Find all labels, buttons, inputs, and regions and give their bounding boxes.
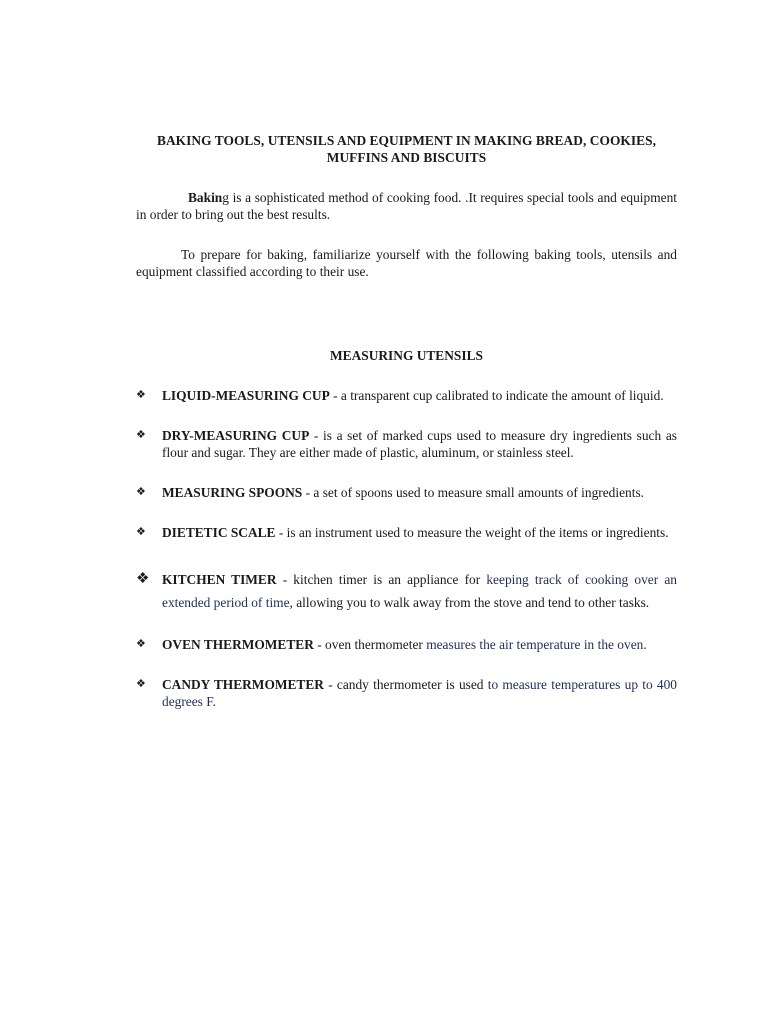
- item-term: OVEN THERMOMETER: [162, 637, 314, 652]
- section-heading-measuring-utensils: MEASURING UTENSILS: [330, 348, 483, 363]
- item-description: - is an instrument used to measure the weight of the items or ingredients.: [275, 525, 669, 540]
- diamond-bullet-icon: ❖: [136, 429, 146, 441]
- item-term: DRY-MEASURING CUP: [162, 428, 310, 443]
- item-term: KITCHEN TIMER: [162, 572, 277, 587]
- item-description: - a set of spoons used to measure small amounts of ingredients.: [302, 485, 645, 500]
- list-item-candy-thermometer: [136, 676, 677, 710]
- item-description: - is a set of marked cups used to measure dry ingredients such as flour and sugar. They are either made of plastic, aluminum, or stainless steel.: [162, 428, 677, 460]
- list-item-dietetic-scale: [136, 524, 677, 541]
- item-description-part-a: - oven thermometer: [313, 637, 427, 652]
- item-description-part-b: .: [212, 694, 216, 709]
- item-description-part-a: - candy thermometer is used: [323, 677, 488, 692]
- item-description-part-b: , allowing you to walk away from the stove and tend to other tasks.: [289, 594, 650, 610]
- item-description-part-a: - kitchen timer is an appliance for: [276, 572, 487, 587]
- diamond-bullet-icon: ❖: [136, 678, 146, 690]
- item-description-highlight: to measure temperatures up to 400 degrees F: [162, 677, 678, 709]
- list-item-kitchen-timer: [136, 569, 677, 614]
- diamond-bullet-icon: ❖: [136, 389, 146, 401]
- diamond-bullet-icon: ❖: [136, 571, 150, 587]
- item-term: DIETETIC SCALE: [162, 525, 276, 540]
- diamond-bullet-icon: ❖: [136, 486, 146, 498]
- item-term: LIQUID-MEASURING CUP: [162, 388, 330, 403]
- document-content: [136, 132, 677, 710]
- item-description-highlight: measures the air temperature in the oven: [426, 637, 644, 652]
- intro-lead-rest: g is a sophisticated method of cooking food. .It requires special tools and equipment in order to bring out the best results.: [136, 190, 677, 222]
- diamond-bullet-icon: ❖: [136, 638, 146, 650]
- intro-lead-bold: Bakin: [188, 190, 223, 205]
- list-item-measuring-spoons: [136, 484, 677, 501]
- item-description-highlight: keeping track of cooking over an extended period of time: [162, 572, 677, 610]
- document-title: BAKING TOOLS, UTENSILS AND EQUIPMENT IN MAKING BREAD, COOKIES, MUFFINS AND BISCUITS: [156, 133, 657, 165]
- list-item-oven-thermometer: [136, 636, 677, 653]
- measuring-utensils-list: [136, 387, 677, 710]
- diamond-bullet-icon: ❖: [136, 526, 146, 538]
- item-term: MEASURING SPOONS: [162, 485, 303, 500]
- item-description-part-b: .: [643, 637, 647, 652]
- item-term: CANDY THERMOMETER: [162, 677, 324, 692]
- list-item-dry-measuring-cup: [136, 427, 677, 461]
- prepare-paragraph: To prepare for baking, familiarize yourself with the following baking tools, utensils and equipment classified according to their use.: [136, 247, 677, 279]
- intro-paragraph: [136, 189, 677, 223]
- item-description: - a transparent cup calibrated to indicate the amount of liquid.: [329, 388, 664, 403]
- list-item-liquid-measuring-cup: [136, 387, 677, 404]
